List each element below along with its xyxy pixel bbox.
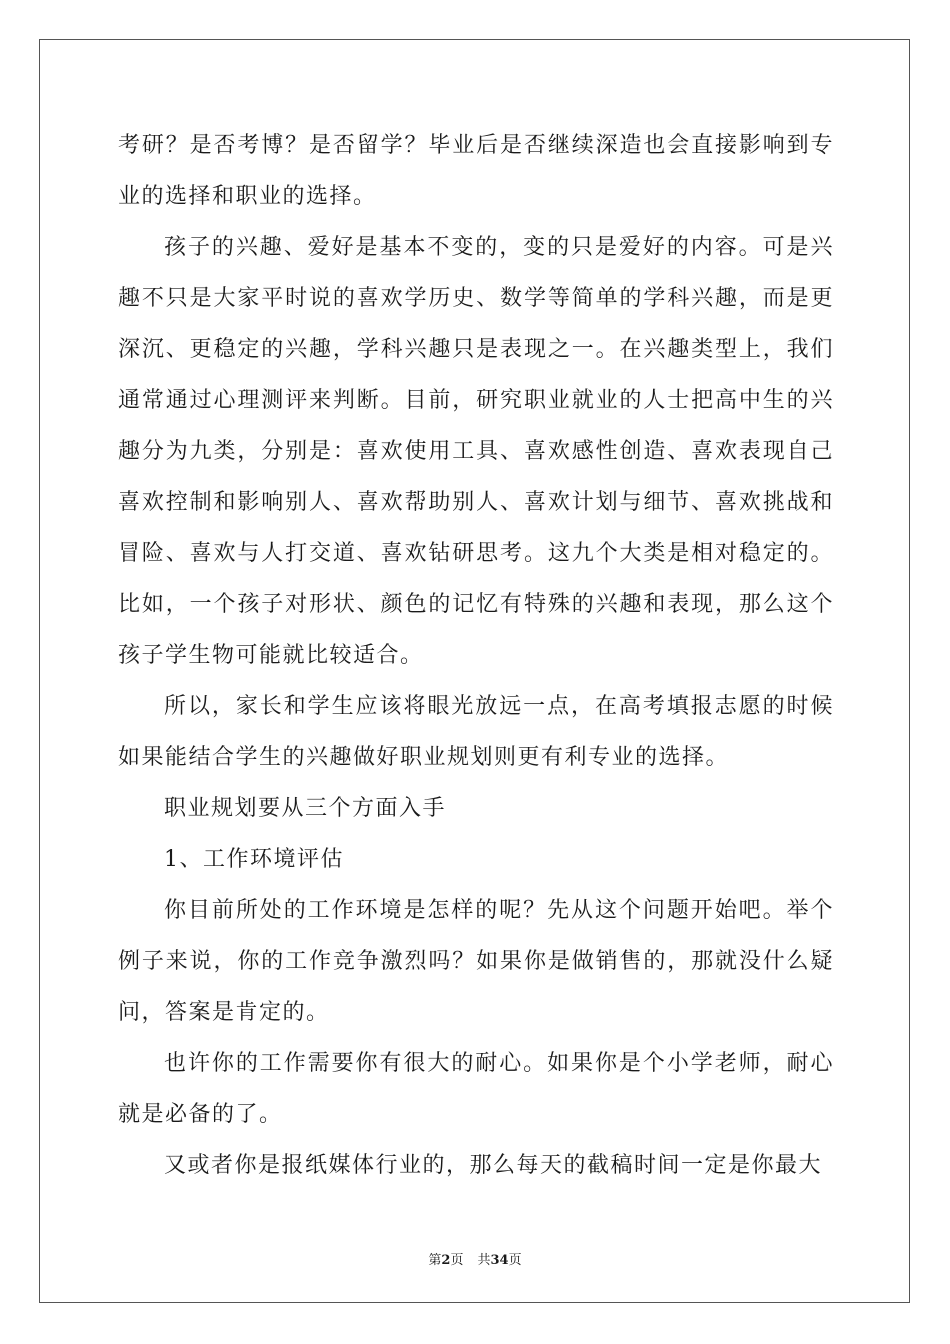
paragraph: 考研？是否考博？是否留学？毕业后是否继续深造也会直接影响到专业的选择和职业的选择。 [118,133,834,209]
paragraph: 1、工作环境评估 [164,847,344,872]
total-prefix: 共 [477,1253,491,1268]
paragraph: 也许你的工作需要你有很大的耐心。如果你是个小学老师，耐心就是必备的了。 [118,1051,834,1127]
page-prefix: 第 [428,1253,442,1268]
total-pages: 34 [490,1253,509,1268]
paragraph: 所以，家长和学生应该将眼光放远一点，在高考填报志愿的时候如果能结合学生的兴趣做好职业规划则更有利专业的选择。 [118,694,834,770]
page-footer [0,1249,950,1268]
page-number: 2 [441,1253,451,1268]
paragraph: 你目前所处的工作环境是怎样的呢？先从这个问题开始吧。举个例子来说，你的工作竞争激烈吗？如果你是做销售的，那就没什么疑问，答案是肯定的。 [118,898,834,1025]
total-suffix: 页 [508,1253,522,1268]
page-suffix: 页 [450,1253,464,1268]
document-body [118,120,834,1191]
paragraph: 孩子的兴趣、爱好是基本不变的，变的只是爱好的内容。可是兴趣不只是大家平时说的喜欢学历史、数学等简单的学科兴趣，而是更深沉、更稳定的兴趣，学科兴趣只是表现之一。在兴趣类型上，我们通常通过心理测评来判断。目前，研究职业就业的人士把高中生的兴趣分为九类，分别是：喜欢使用工具、喜欢感性创造、喜欢表现自己喜欢控制和影响别人、喜欢帮助别人、喜欢计划与细节、喜欢挑战和冒险、喜欢与人打交道、喜欢钻研思考。这九个大类是相对稳定的。比如，一个孩子对形状、颜色的记忆有特殊的兴趣和表现，那么这个孩子学生物可能就比较适合。 [118,235,834,668]
paragraph: 又或者你是报纸媒体行业的，那么每天的截稿时间一定是你最大 [164,1153,823,1178]
paragraph: 职业规划要从三个方面入手 [164,796,447,821]
